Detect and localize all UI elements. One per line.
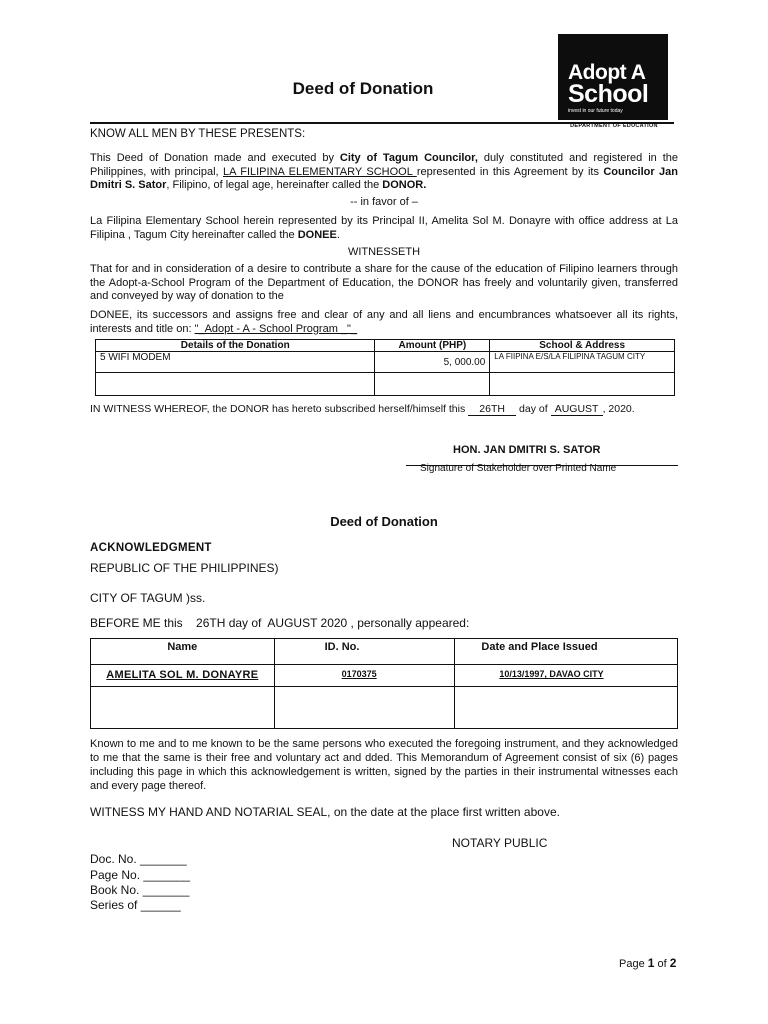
witness-day: 26TH [468,403,516,416]
ack-witness-hand: WITNESS MY HAND AND NOTARIAL SEAL, on the date at the place first written above. [90,805,560,819]
table-row [91,665,678,687]
page-indicator [619,956,676,970]
logo-line2: School [568,80,649,108]
ack-date-cell [455,665,678,687]
donation-details-cell [96,373,375,396]
page-title: Deed of Donation [292,79,434,98]
donation-details-cell: 5 WIFI MODEM [96,352,375,373]
witness-text-a: IN WITNESS WHEREOF, the DONOR has hereto subscribed herself/himself this [90,403,469,415]
ack-name-cell [91,665,275,687]
table-row [91,687,678,729]
paragraph-consideration: That for and in consideration of a desire to contribute a share for the cause of the education of Filipino learners through the Adopt-a-School Program of the Department of Education, the DONOR has freely and voluntarily given, transferred and conveyed by way of donation to the [90,263,678,302]
donor-org: City of Tagum Councilor, [339,152,478,164]
ack-table [90,638,678,729]
paragraph-donee-rights [90,309,678,336]
ack-table-header [91,639,678,665]
col-id: ID. No. [274,639,455,665]
ack-id-cell [274,665,455,687]
witness-month: AUGUST [551,403,603,416]
intro-line: KNOW ALL MEN BY THESE PRESENTS: [90,128,306,140]
col-date-place: Date and Place Issued [455,639,678,665]
witness-whereof-line [90,403,690,416]
p2-text-b: . [336,228,340,241]
col-amount: Amount (PHP) [375,340,490,352]
col-details: Details of the Donation [96,340,375,352]
col-name: Name [91,639,275,665]
series-of: Series of ______ [90,898,181,912]
ack-id-cell [274,687,455,729]
page-current: 1 [647,956,655,970]
col-school: School & Address [490,340,675,352]
logo-department: DEPARTMENT OF EDUCATION [570,123,658,129]
donation-school-cell: LA FIIPINA E/S/LA FILIPINA TAGUM CITY [490,352,675,373]
donation-table-header [96,340,675,352]
table-row [96,352,675,373]
ack-known-paragraph: Known to me and to me known to be the same persons who executed the foregoing instrument, and they acknowledged to me that the same is their free and voluntary act and dded. This Memorandum of Agreement consist of six (6) pages including this page in which this acknowledgement is written, signed by the parties in their instrumental witnesses each and every page thereof. [90,738,678,792]
donation-table [95,339,675,396]
donor-label: DONOR. [382,179,427,191]
table-row [96,373,675,396]
paragraph-donee [90,215,678,242]
ack-id-value: 0170375 [341,669,377,679]
donation-amount-cell [375,373,490,396]
program-name: "_Adopt - A - School Program _"_ [194,322,358,335]
signatory-name: HON. JAN DMITRI S. SATOR [453,444,601,456]
book-no: Book No. _______ [90,883,190,897]
ack-city: CITY OF TAGUM )ss. [90,591,206,605]
p1-text-d: , Filipino, of legal age, hereinafter called the [166,179,383,191]
school-name: LA FILIPINA ELEMENTARY SCHOOL [223,165,417,178]
p1-text-c: represented in this Agreement by its [416,165,604,178]
ack-heading: ACKNOWLEDGMENT [90,542,212,554]
donee-label: DONEE [297,228,337,241]
donation-school-cell [490,373,675,396]
logo-tagline: invest in our future today [568,108,623,114]
p2-text-a: La Filipina Elementary School herein represented by its Principal II, Amelita Sol M. Donayre with office address at La Filipina , Tagum City hereinafter called the [90,215,678,241]
signature-caption: Signature of Stakeholder over Printed Name [420,463,617,474]
ack-title: Deed of Donation [330,514,438,529]
ack-date-value: 10/13/1997, DAVAO CITY [499,669,604,679]
witness-text-c: , 2020. [602,403,635,415]
ack-name-value: AMELITA SOL M. DONAYRE [106,669,259,681]
logo-line1: Adopt A [568,61,646,84]
ack-name-cell [91,687,275,729]
witness-text-b: day of [516,403,551,415]
adopt-a-school-logo [558,34,668,120]
ack-date-cell [455,687,678,729]
in-favor-of: -- in favor of – [350,196,418,208]
page-total: 2 [669,956,677,970]
doc-no: Doc. No. _______ [90,852,187,866]
page-of: of [654,958,670,970]
page-label: Page [619,958,648,970]
witnesseth: WITNESSETH [347,246,421,258]
page-no: Page No. _______ [90,868,191,882]
p1-text-b: duly constituted and registered in the Philippines, with principal, [90,152,678,178]
donation-amount-cell: 5, 000.00 [375,352,490,373]
notary-public: NOTARY PUBLIC [452,836,548,850]
donor-rep: Councilor Jan Dmitri S. Sator [90,165,678,191]
p1-text-a: This Deed of Donation made and executed by [90,152,340,164]
p4-text-a: DONEE, its successors and assigns free and clear of any and all liens and encumbrances whatsoever all its rights, interests and title on: [90,309,678,335]
ack-before: BEFORE ME this 26TH day of AUGUST 2020 , personally appeared: [90,616,470,630]
paragraph-donor [90,152,678,193]
ack-republic: REPUBLIC OF THE PHILIPPINES) [90,561,279,575]
